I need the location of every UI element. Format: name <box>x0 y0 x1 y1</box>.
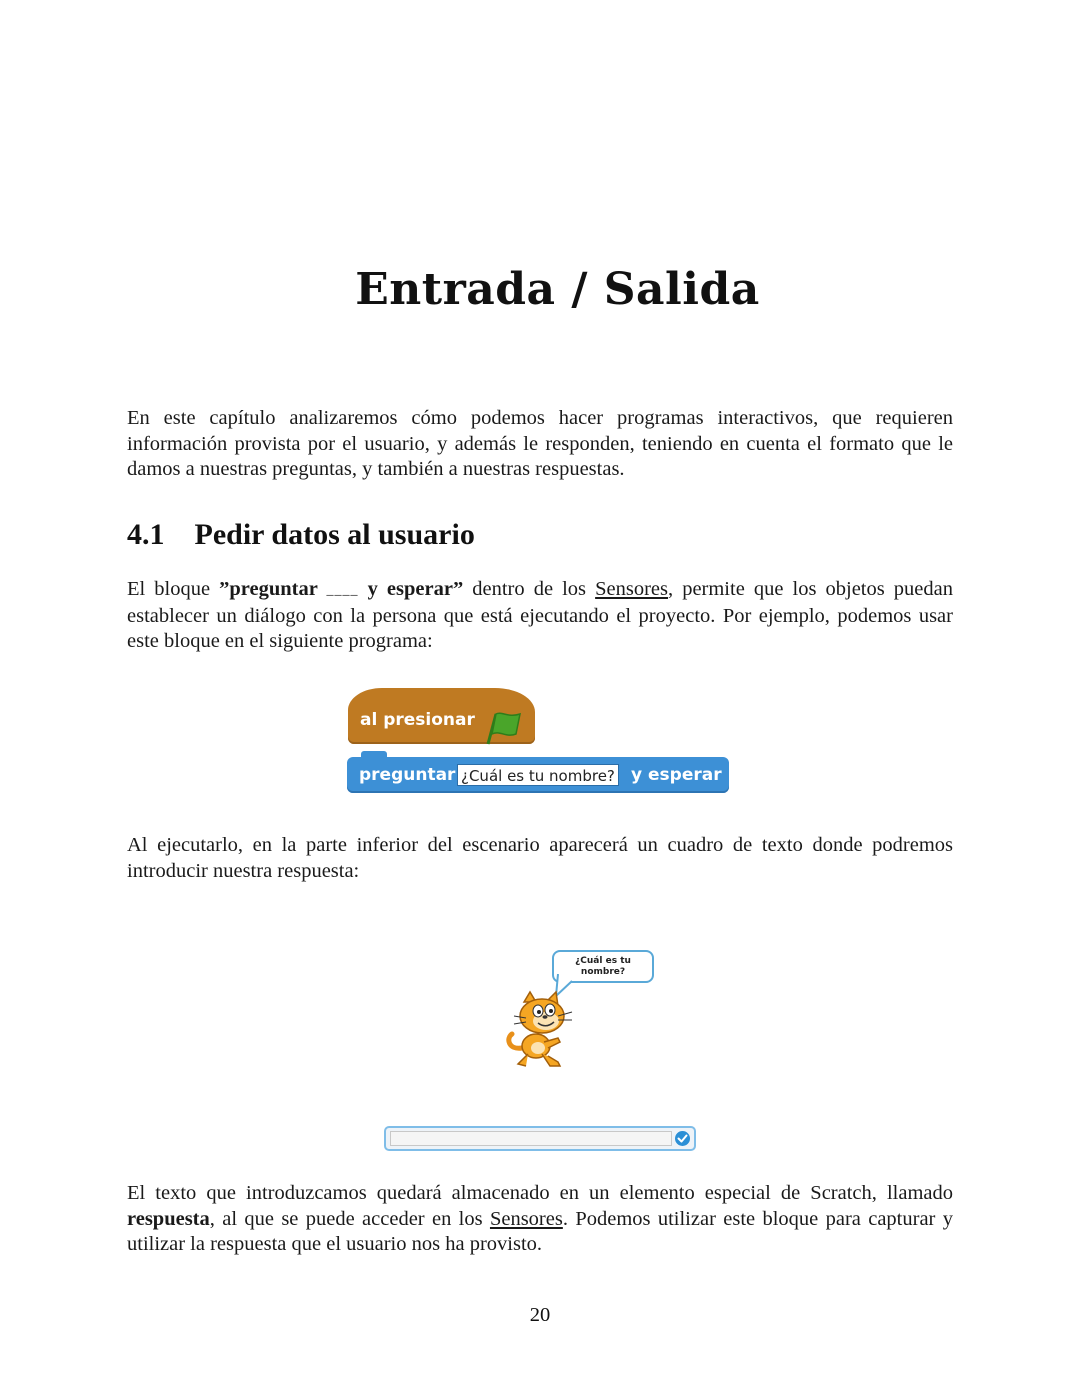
bold-term-preguntar: ”preguntar <box>219 578 327 600</box>
green-flag-icon <box>484 710 524 746</box>
section-title: Pedir datos al usuario <box>194 518 475 551</box>
text-run: , permite que los objetos puedan establecer un diálogo con la persona que está ejecutando el proyecto. Por ejemplo, podemos usar este bloque en el siguiente programa: <box>127 578 953 653</box>
run-description-paragraph: Al ejecutarlo, en la parte inferior del escenario aparecerá un cuadro de texto donde podremos introducir nuestra respuesta: <box>127 834 953 882</box>
answer-input-field[interactable] <box>390 1131 672 1146</box>
answer-input-box <box>384 1126 696 1151</box>
blank-placeholder: ____ <box>326 583 359 598</box>
text-run: El texto que introduzcamos quedará almacenado en un elemento especial de Scratch, llamado <box>127 1182 953 1204</box>
scratch-script <box>345 685 735 805</box>
ask-block-label: preguntar <box>359 765 456 785</box>
text-run: . Podemos utilizar este bloque para capturar y utilizar la respuesta que el usuario nos ha provisto. <box>127 1207 953 1256</box>
wait-block-label: y esperar <box>631 765 722 785</box>
scratch-cat-sprite-icon <box>502 990 580 1072</box>
bold-term-respuesta: respuesta <box>127 1207 210 1230</box>
page-number: 20 <box>529 1304 551 1326</box>
sensores-link[interactable]: Sensores <box>489 1207 563 1230</box>
sensores-link[interactable]: Sensores <box>595 578 668 600</box>
ask-question-input[interactable]: ¿Cuál es tu nombre? <box>457 764 619 786</box>
bold-term-esperar: y esperar” <box>358 578 464 600</box>
bubble-line-1: ¿Cuál es tu <box>575 956 631 966</box>
answer-description-paragraph <box>127 1181 953 1258</box>
text-run: , al que se puede acceder en los <box>209 1207 490 1230</box>
section-heading <box>127 518 475 552</box>
hat-block-label: al presionar <box>360 710 475 730</box>
block-description-paragraph <box>127 577 953 655</box>
check-submit-icon[interactable] <box>674 1130 691 1147</box>
bubble-line-2: nombre? <box>580 967 626 977</box>
section-number: 4.1 <box>127 518 165 551</box>
when-flag-clicked-block[interactable] <box>348 688 535 744</box>
ask-and-wait-block[interactable] <box>347 757 729 793</box>
intro-paragraph: En este capítulo analizaremos cómo podemos hacer programas interactivos, que requieren información provista por el usuario, y además le responden, teniendo en cuenta el formato que le damos a nuestras preguntas, y también a nuestras respuestas. <box>127 407 953 481</box>
text-run: El bloque <box>127 578 220 600</box>
chapter-title: Entrada / Salida <box>355 264 760 315</box>
text-run: dentro de los <box>463 578 596 600</box>
